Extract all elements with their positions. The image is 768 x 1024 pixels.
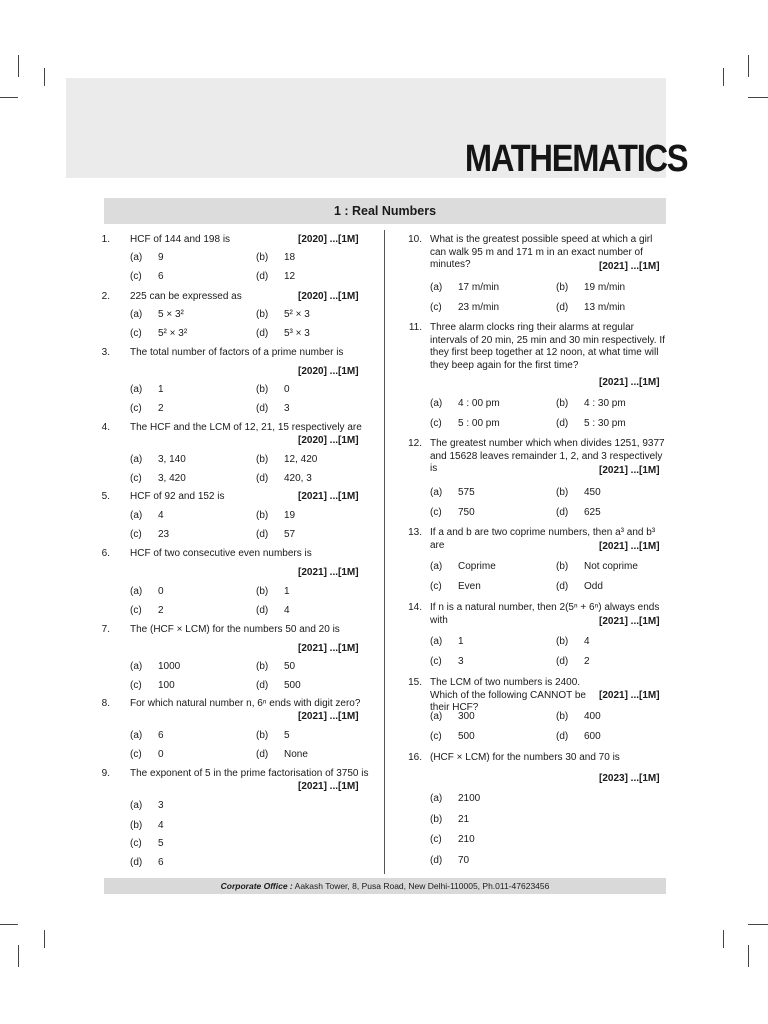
option-b: (b) 19 xyxy=(256,510,296,521)
option-b: (b) 19 m/min xyxy=(556,282,626,293)
option-c: (c) 3 xyxy=(430,656,464,667)
option-d: (d) 70 xyxy=(430,855,470,866)
question-number: 16. xyxy=(408,752,422,763)
option-a: (a) 300 xyxy=(430,711,475,722)
option-d: (d) 600 xyxy=(556,731,601,742)
question-number: 2. xyxy=(101,291,110,302)
question-text: The LCM of two numbers is 2400. Which of the following CANNOT be their HCF? xyxy=(430,677,586,713)
question-tag: [2021] ...[1M] xyxy=(599,690,660,701)
option-c: (c) 100 xyxy=(130,680,175,691)
option-c: (c) 5 xyxy=(130,838,164,849)
option-c: (c) 500 xyxy=(430,731,475,742)
option-b: (b) 21 xyxy=(430,814,470,825)
question-tag: [2021] ...[1M] xyxy=(298,781,359,792)
option-a: (a) 6 xyxy=(130,730,164,741)
option-c: (c) 5 : 00 pm xyxy=(430,418,500,429)
option-a: (a) 3, 140 xyxy=(130,454,186,465)
option-b: (b) Not coprime xyxy=(556,561,638,572)
option-b: (b) 12, 420 xyxy=(256,454,318,465)
option-d: (d) 6 xyxy=(130,857,164,868)
question-tag: [2021] ...[1M] xyxy=(599,465,660,476)
crop-mark xyxy=(723,930,724,948)
question-number: 1. xyxy=(101,234,110,245)
question-text: The (HCF × LCM) for the numbers 50 and 20 is xyxy=(130,624,340,635)
question-text: Three alarm clocks ring their alarms at regular intervals of 20 min, 25 min and 30 min respectively. If they first beep together at 12 noon, at what time will they beep again for the first time? xyxy=(430,322,665,371)
question-tag: [2021] ...[1M] xyxy=(298,567,359,578)
option-b: (b) 5² × 3 xyxy=(256,309,310,320)
option-a: (a) 9 xyxy=(130,252,164,263)
option-d: (d) None xyxy=(256,749,308,760)
question-tag: [2020] ...[1M] xyxy=(298,366,359,377)
option-d: (d) 2 xyxy=(556,656,590,667)
option-b: (b) 0 xyxy=(256,384,290,395)
option-d: (d) Odd xyxy=(556,581,603,592)
option-d: (d) 5 : 30 pm xyxy=(556,418,626,429)
page-title: MATHEMATICS xyxy=(464,138,688,180)
option-d: (d) 4 xyxy=(256,605,290,616)
option-d: (d) 5³ × 3 xyxy=(256,328,310,339)
crop-mark xyxy=(44,930,45,948)
question-number: 11. xyxy=(408,322,422,333)
option-b: (b) 450 xyxy=(556,487,601,498)
option-c: (c) 6 xyxy=(130,271,164,282)
question-text: The HCF and the LCM of 12, 21, 15 respectively are xyxy=(130,422,362,433)
question-text: The total number of factors of a prime number is xyxy=(130,347,344,358)
option-c: (c) 23 m/min xyxy=(430,302,500,313)
question-text: If n is a natural number, then 2(5ⁿ + 6ⁿ) always ends with xyxy=(430,602,660,626)
option-a: (a) 4 : 00 pm xyxy=(430,398,500,409)
crop-mark xyxy=(723,68,724,86)
option-b: (b) 50 xyxy=(256,661,296,672)
crop-mark xyxy=(0,924,18,925)
question-number: 13. xyxy=(408,527,422,538)
option-d: (d) 420, 3 xyxy=(256,473,312,484)
footer-address: Aakash Tower, 8, Pusa Road, New Delhi-110005, Ph.011-47623456 xyxy=(294,881,550,891)
crop-mark xyxy=(0,97,18,98)
question-tag: [2021] ...[1M] xyxy=(298,643,359,654)
option-b: (b) 4 xyxy=(556,636,590,647)
option-a: (a) 1 xyxy=(130,384,164,395)
question-tag: [2021] ...[1M] xyxy=(599,261,660,272)
crop-mark xyxy=(748,924,768,925)
question-tag: [2021] ...[1M] xyxy=(599,541,660,552)
option-c: (c) 750 xyxy=(430,507,475,518)
question-tag: [2020] ...[1M] xyxy=(298,291,359,302)
question-number: 5. xyxy=(101,491,110,502)
option-a: (a) 3 xyxy=(130,800,164,811)
option-a: (a) 0 xyxy=(130,586,164,597)
question-text: HCF of two consecutive even numbers is xyxy=(130,548,312,559)
question-number: 6. xyxy=(101,548,110,559)
option-d: (d) 500 xyxy=(256,680,301,691)
question-tag: [2020] ...[1M] xyxy=(298,435,359,446)
option-c: (c) 2 xyxy=(130,605,164,616)
question-number: 12. xyxy=(408,438,422,449)
footer-label: Corporate Office : xyxy=(220,881,293,891)
question-text: If a and b are two coprime numbers, then a³ and b³ are xyxy=(430,527,656,551)
question-number: 8. xyxy=(101,698,110,709)
option-c: (c) 5² × 3² xyxy=(130,328,188,339)
option-b: (b) 1 xyxy=(256,586,290,597)
option-b: (b) 400 xyxy=(556,711,601,722)
question-tag: [2023] ...[1M] xyxy=(599,773,660,784)
question-number: 9. xyxy=(101,768,110,779)
option-a: (a) 1000 xyxy=(130,661,181,672)
question-number: 10. xyxy=(408,234,422,245)
question-tag: [2021] ...[1M] xyxy=(599,616,660,627)
option-d: (d) 57 xyxy=(256,529,296,540)
option-c: (c) Even xyxy=(430,581,481,592)
option-a: (a) 17 m/min xyxy=(430,282,500,293)
option-a: (a) 1 xyxy=(430,636,464,647)
option-b: (b) 18 xyxy=(256,252,296,263)
question-number: 7. xyxy=(101,624,110,635)
option-b: (b) 5 xyxy=(256,730,290,741)
question-text: HCF of 144 and 198 is xyxy=(130,234,231,245)
crop-mark xyxy=(748,945,749,967)
question-text: What is the greatest possible speed at which a girl can walk 95 m and 171 m in an exact number of minutes? xyxy=(430,234,653,270)
option-d: (d) 625 xyxy=(556,507,601,518)
question-text: HCF of 92 and 152 is xyxy=(130,491,225,502)
question-number: 15. xyxy=(408,677,422,688)
chapter-title: 1 : Real Numbers xyxy=(104,198,666,224)
option-c: (c) 3, 420 xyxy=(130,473,186,484)
footer xyxy=(104,878,666,894)
column-divider xyxy=(384,230,385,874)
question-text: The greatest number which when divides 1251, 9377 and 15628 leaves remainder 1, 2, and 3 respectively is xyxy=(430,438,665,474)
option-b: (b) 4 : 30 pm xyxy=(556,398,626,409)
option-d: (d) 3 xyxy=(256,403,290,414)
option-b: (b) 4 xyxy=(130,820,164,831)
option-c: (c) 0 xyxy=(130,749,164,760)
question-text: For which natural number n, 6ⁿ ends with digit zero? xyxy=(130,698,361,709)
question-text: (HCF × LCM) for the numbers 30 and 70 is xyxy=(430,752,620,763)
option-c: (c) 210 xyxy=(430,834,475,845)
crop-mark xyxy=(748,97,768,98)
crop-mark xyxy=(748,55,749,77)
question-tag: [2021] ...[1M] xyxy=(298,491,359,502)
question-tag: [2021] ...[1M] xyxy=(298,711,359,722)
crop-mark xyxy=(18,55,19,77)
option-c: (c) 2 xyxy=(130,403,164,414)
option-a: (a) Coprime xyxy=(430,561,496,572)
option-c: (c) 23 xyxy=(130,529,170,540)
option-a: (a) 4 xyxy=(130,510,164,521)
question-number: 4. xyxy=(101,422,110,433)
option-a: (a) 575 xyxy=(430,487,475,498)
option-a: (a) 2100 xyxy=(430,793,481,804)
option-a: (a) 5 × 3² xyxy=(130,309,184,320)
question-text: 225 can be expressed as xyxy=(130,291,242,302)
question-tag: [2020] ...[1M] xyxy=(298,234,359,245)
question-number: 14. xyxy=(408,602,422,613)
question-number: 3. xyxy=(101,347,110,358)
question-tag: [2021] ...[1M] xyxy=(599,377,660,388)
option-d: (d) 12 xyxy=(256,271,296,282)
option-d: (d) 13 m/min xyxy=(556,302,626,313)
crop-mark xyxy=(18,945,19,967)
question-text: The exponent of 5 in the prime factorisation of 3750 is xyxy=(130,768,369,779)
crop-mark xyxy=(44,68,45,86)
